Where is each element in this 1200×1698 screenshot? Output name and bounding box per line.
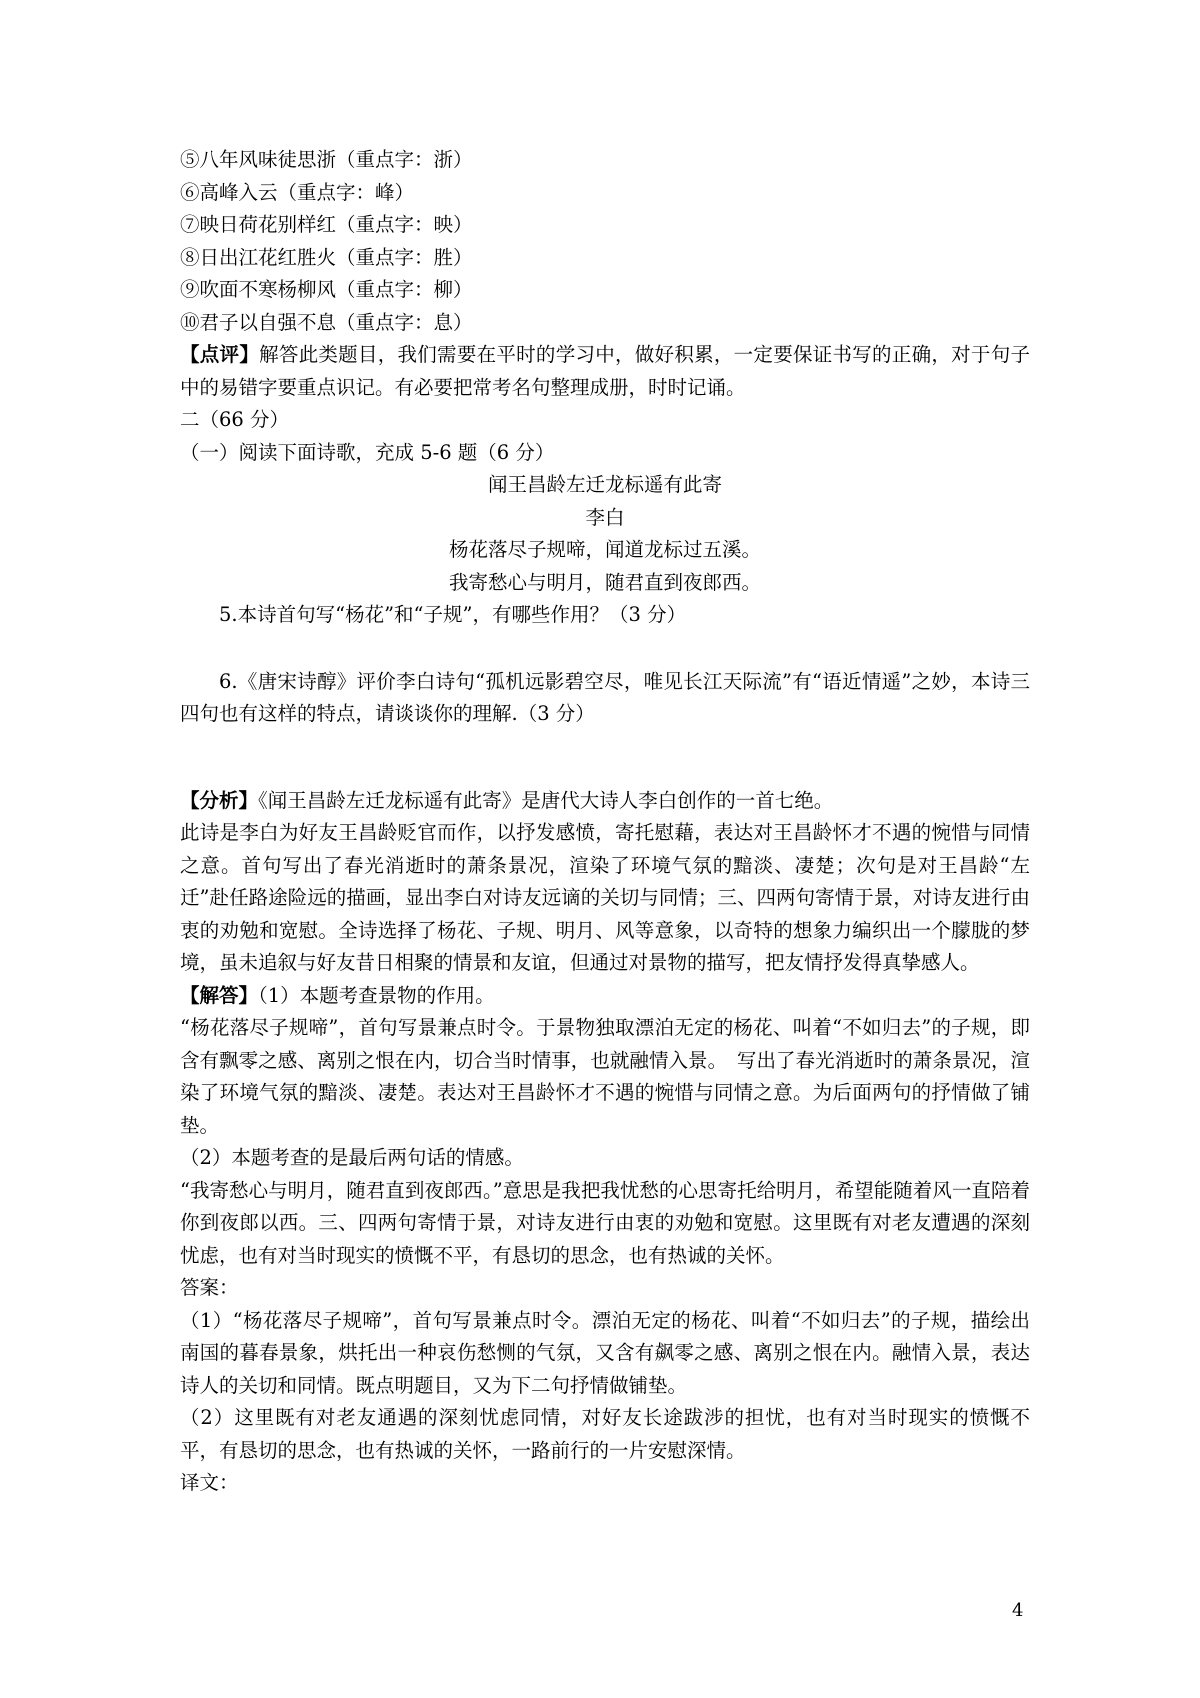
analysis-intro-text: 《闻王昌龄左迁龙标遥有此寄》是唐代大诗人李白创作的一首七绝。: [258, 788, 834, 812]
answer-label: 答案：: [180, 1276, 239, 1299]
poem-line: 杨花落尽子规啼，闻道龙标过五溪。: [448, 538, 761, 561]
list-item: ⑩君子以自强不息（重点字：息）: [180, 310, 473, 334]
page-content: [180, 144, 1030, 1500]
list-item: ⑤八年风味徒思浙（重点字：浙）: [180, 148, 473, 171]
poem-line: 我寄愁心与明月，随君直到夜郎西。: [448, 570, 761, 594]
answer-space: [180, 632, 1030, 666]
answer-2: （2）这里既有对老友通遇的深刻忧虑同情，对好友长途跋涉的担忧，也有对当时现实的愤慨不平，有恳切的思念，也有热诚的关怀，一路前行的一片安慰深情。: [180, 1406, 1030, 1462]
list-item: ⑦映日荷花别样红（重点字：映）: [180, 213, 473, 236]
poem-author: 李白: [585, 505, 625, 529]
translation-label: 译文：: [180, 1471, 239, 1494]
answer-part1-head-text: （1）本题考查景物的作用。: [258, 983, 495, 1007]
question-6: 6.《唐宋诗醇》评价李白诗句“孤机远影碧空尽，唯见长江天际流”有“语近情遥”之妙，本诗三四句也有这样的特点，请谈谈你的理解.（3 分）: [180, 669, 1030, 725]
section-heading: 二（66 分）: [180, 408, 290, 431]
list-item: ⑧日出江花红胜火（重点字：胜）: [180, 245, 473, 269]
part-heading: （一）阅读下面诗歌，充成 5-6 题（6 分）: [180, 440, 555, 464]
answer-part1-body: “杨花落尽子规啼”，首句写景兼点时令。于景物独取漂泊无定的杨花、叫着“不如归去”的子规，即含有飘零之感、离别之恨在内，切合当时情事，也就融情入景。 写出了春光消逝时的萧条景况，渲染了环境气氛的黯淡、凄楚。表达对王昌龄怀才不遇的惋惜与同情之意。为后面两句的抒情做了铺垫。: [180, 1016, 1030, 1137]
answer-part2-body: “我寄愁心与明月，随君直到夜郎西。”意思是我把我忧愁的心思寄托给明月，希望能随着风一直陪着你到夜郎以西。三、四两句寄情于景，对诗友进行由衷的劝勉和宽慰。这里既有对老友遭遇的深刻忧虑，也有对当时现实的愤慨不平，有恳切的思念，也有热诚的关怀。: [180, 1178, 1030, 1267]
question-5: 5.本诗首句写“杨花”和“子规”，有哪些作用？（3 分）: [219, 603, 687, 626]
answer-tag: 【解答】: [180, 983, 259, 1007]
answer-1: （1）“杨花落尽子规啼”，首句写景兼点时令。漂泊无定的杨花、叫着“不如归去”的子规，描绘出南国的暮春景象，烘托出一种哀伤愁恻的气氛，又含有飙零之感、离别之恨在内。融情入景，表达诗人的关切和同情。既点明题目，又为下二句抒情做铺垫。: [180, 1308, 1030, 1397]
comment-text: 解答此类题目，我们需要在平时的学习中，做好积累，一定要保证书写的正确，对于句子中的易错字要重点识记。有必要把常考名句整理成册，时时记诵。: [180, 343, 1030, 399]
comment-paragraph: [180, 339, 1030, 404]
list-item: ⑨吹面不寒杨柳风（重点字：柳）: [180, 278, 473, 301]
answer-space: [180, 731, 1030, 785]
comment-tag: 【点评】: [180, 343, 260, 366]
poem-title: 闻王昌龄左迁龙标遥有此寄: [487, 473, 722, 496]
answer-part1-heading: [180, 980, 1030, 1013]
analysis-tag: 【分析】: [180, 788, 259, 812]
analysis-body: 此诗是李白为好友王昌龄贬官而作，以抒发感愤，寄托慰藉，表达对王昌龄怀才不遇的惋惜与同情之意。首句写出了春光消逝时的萧条景况，渲染了环境气氛的黯淡、凄楚；次句是对王昌龄“左迁”赴任路途险远的描画，显出李白对诗友远谪的关切与同情；三、四两句寄情于景，对诗友进行由衷的劝勉和宽慰。全诗选择了杨花、子规、明月、风等意象，以奇特的想象力编织出一个朦胧的梦境，虽未追叙与好友昔日相聚的情景和友谊，但通过对景物的描写，把友情抒发得真挚感人。: [180, 821, 1030, 974]
analysis-intro: [180, 785, 1030, 818]
page-number: 4: [1012, 1600, 1024, 1621]
answer-part2-heading: （2）本题考查的是最后两句话的情感。: [180, 1146, 524, 1169]
list-item: ⑥高峰入云（重点字：峰）: [180, 180, 415, 204]
